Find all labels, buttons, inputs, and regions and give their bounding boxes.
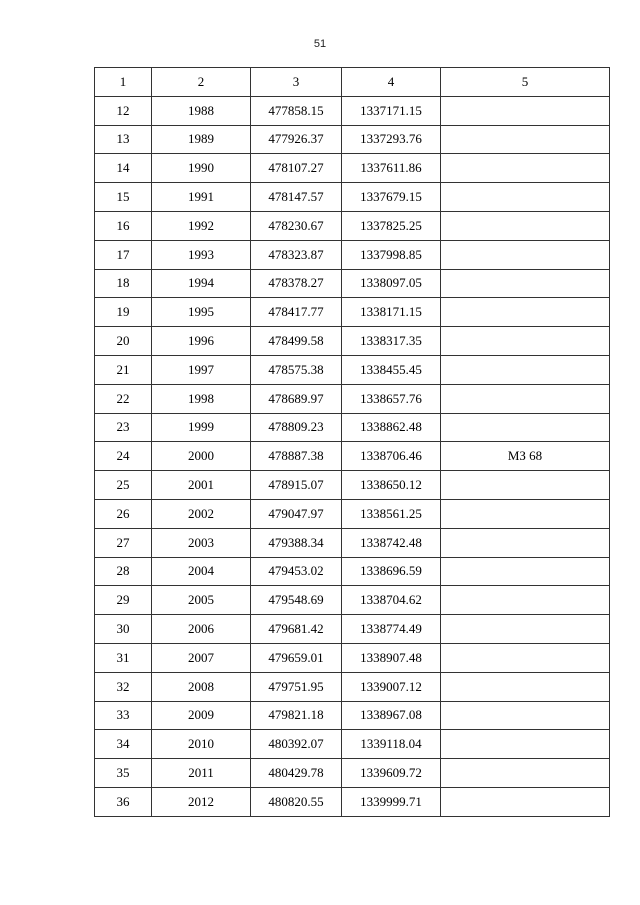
table-cell-col-1: 26 (95, 499, 152, 528)
table-cell-col-5 (441, 269, 610, 298)
table-cell-col-2: 2003 (152, 528, 251, 557)
table-cell-col-3: 480429.78 (251, 759, 342, 788)
table-cell-col-4: 1338561.25 (342, 499, 441, 528)
table-cell-col-4: 1337679.15 (342, 183, 441, 212)
table-cell-col-1: 22 (95, 384, 152, 413)
table-cell-col-5 (441, 615, 610, 644)
table-cell-col-5 (441, 701, 610, 730)
table-cell-col-2: 1991 (152, 183, 251, 212)
table-cell-col-4: 1339007.12 (342, 672, 441, 701)
table-row (95, 528, 610, 557)
table-cell-col-5 (441, 154, 610, 183)
table-cell-col-5 (441, 355, 610, 384)
table-cell-col-1: 15 (95, 183, 152, 212)
table-header (95, 68, 610, 97)
table-cell-col-5 (441, 643, 610, 672)
table-cell-col-3: 479047.97 (251, 499, 342, 528)
table-row (95, 327, 610, 356)
table-body (95, 96, 610, 816)
table-row (95, 183, 610, 212)
table-cell-col-5 (441, 211, 610, 240)
table-cell-col-4: 1338704.62 (342, 586, 441, 615)
table-cell-col-2: 2012 (152, 787, 251, 816)
table-row (95, 730, 610, 759)
table-row (95, 298, 610, 327)
table-cell-col-3: 478107.27 (251, 154, 342, 183)
table-cell-col-5 (441, 499, 610, 528)
table-cell-col-2: 2001 (152, 471, 251, 500)
table-cell-col-2: 1995 (152, 298, 251, 327)
table-row (95, 615, 610, 644)
table-cell-col-4: 1338657.76 (342, 384, 441, 413)
table-cell-col-2: 1994 (152, 269, 251, 298)
table-cell-col-5 (441, 327, 610, 356)
table-cell-col-4: 1338455.45 (342, 355, 441, 384)
data-table (94, 67, 610, 817)
table-cell-col-4: 1337293.76 (342, 125, 441, 154)
table-row (95, 269, 610, 298)
table-cell-col-3: 479548.69 (251, 586, 342, 615)
table-cell-col-3: 479681.42 (251, 615, 342, 644)
table-row (95, 557, 610, 586)
table-cell-col-3: 478230.67 (251, 211, 342, 240)
table-cell-col-5 (441, 557, 610, 586)
table-cell-col-1: 17 (95, 240, 152, 269)
table-cell-col-2: 2008 (152, 672, 251, 701)
table-cell-col-4: 1338171.15 (342, 298, 441, 327)
table-cell-col-5 (441, 730, 610, 759)
table-cell-col-2: 1998 (152, 384, 251, 413)
table-row (95, 154, 610, 183)
table-row (95, 240, 610, 269)
table-cell-col-2: 1999 (152, 413, 251, 442)
table-row (95, 672, 610, 701)
table-cell-col-1: 23 (95, 413, 152, 442)
table-cell-col-2: 1988 (152, 96, 251, 125)
table-cell-col-1: 21 (95, 355, 152, 384)
table-cell-col-1: 27 (95, 528, 152, 557)
table-cell-col-5 (441, 471, 610, 500)
table-cell-col-3: 479388.34 (251, 528, 342, 557)
table-row (95, 499, 610, 528)
table-cell-col-4: 1338862.48 (342, 413, 441, 442)
table-cell-col-2: 2009 (152, 701, 251, 730)
table-cell-col-3: 478887.38 (251, 442, 342, 471)
table-cell-col-4: 1338967.08 (342, 701, 441, 730)
table-cell-col-3: 478323.87 (251, 240, 342, 269)
table-cell-col-3: 478915.07 (251, 471, 342, 500)
table-cell-col-5 (441, 96, 610, 125)
table-cell-col-3: 478689.97 (251, 384, 342, 413)
table-cell-col-1: 24 (95, 442, 152, 471)
table-cell-col-3: 477858.15 (251, 96, 342, 125)
table-row (95, 787, 610, 816)
table-cell-col-1: 16 (95, 211, 152, 240)
table-cell-col-3: 480392.07 (251, 730, 342, 759)
table-cell-col-3: 477926.37 (251, 125, 342, 154)
table-cell-col-5 (441, 298, 610, 327)
table-cell-col-1: 33 (95, 701, 152, 730)
table-cell-col-1: 34 (95, 730, 152, 759)
table-row (95, 701, 610, 730)
table-row (95, 211, 610, 240)
table-cell-col-4: 1337171.15 (342, 96, 441, 125)
table-cell-col-3: 478499.58 (251, 327, 342, 356)
table-cell-col-4: 1338650.12 (342, 471, 441, 500)
table-cell-col-1: 12 (95, 96, 152, 125)
table-cell-col-4: 1337611.86 (342, 154, 441, 183)
table-row (95, 442, 610, 471)
table-cell-col-4: 1338097.05 (342, 269, 441, 298)
table-cell-col-2: 2011 (152, 759, 251, 788)
table-cell-col-3: 479659.01 (251, 643, 342, 672)
table-cell-col-2: 2006 (152, 615, 251, 644)
table-cell-col-4: 1338696.59 (342, 557, 441, 586)
table-cell-col-2: 2004 (152, 557, 251, 586)
table-row (95, 96, 610, 125)
table-cell-col-3: 479821.18 (251, 701, 342, 730)
table-cell-col-2: 2002 (152, 499, 251, 528)
table-cell-col-2: 1989 (152, 125, 251, 154)
table-cell-col-2: 1993 (152, 240, 251, 269)
table-row (95, 471, 610, 500)
table-cell-col-2: 1997 (152, 355, 251, 384)
table-row (95, 643, 610, 672)
table-cell-col-4: 1339999.71 (342, 787, 441, 816)
table-cell-col-5 (441, 528, 610, 557)
table-cell-col-4: 1338706.46 (342, 442, 441, 471)
table-cell-col-2: 2010 (152, 730, 251, 759)
header-row (95, 68, 610, 97)
table-cell-col-1: 29 (95, 586, 152, 615)
table-row (95, 413, 610, 442)
table-cell-col-4: 1338742.48 (342, 528, 441, 557)
table-cell-col-1: 13 (95, 125, 152, 154)
table-cell-col-1: 28 (95, 557, 152, 586)
table-row (95, 355, 610, 384)
table-cell-col-4: 1339118.04 (342, 730, 441, 759)
table-cell-col-1: 32 (95, 672, 152, 701)
table-cell-col-3: 478575.38 (251, 355, 342, 384)
table-row (95, 384, 610, 413)
table-row (95, 759, 610, 788)
table-cell-col-1: 30 (95, 615, 152, 644)
table-cell-col-5 (441, 183, 610, 212)
table-cell-col-5 (441, 586, 610, 615)
table-cell-col-4: 1337825.25 (342, 211, 441, 240)
table-cell-col-2: 2005 (152, 586, 251, 615)
header-cell-5: 5 (441, 68, 610, 97)
table-cell-col-3: 478147.57 (251, 183, 342, 212)
table-cell-col-5 (441, 384, 610, 413)
page-number: 51 (313, 38, 327, 50)
header-cell-3: 3 (251, 68, 342, 97)
table-cell-col-5 (441, 413, 610, 442)
header-cell-1: 1 (95, 68, 152, 97)
table-cell-col-5 (441, 240, 610, 269)
table-cell-col-3: 478378.27 (251, 269, 342, 298)
table-cell-col-1: 20 (95, 327, 152, 356)
table-cell-col-5 (441, 759, 610, 788)
table-cell-col-5 (441, 125, 610, 154)
header-cell-2: 2 (152, 68, 251, 97)
table-cell-col-1: 19 (95, 298, 152, 327)
table-cell-col-4: 1338907.48 (342, 643, 441, 672)
table-cell-col-5: МЗ 68 (441, 442, 610, 471)
table-cell-col-2: 2007 (152, 643, 251, 672)
table-cell-col-1: 14 (95, 154, 152, 183)
table-cell-col-4: 1338317.35 (342, 327, 441, 356)
table-cell-col-4: 1337998.85 (342, 240, 441, 269)
table-cell-col-3: 478417.77 (251, 298, 342, 327)
table-cell-col-1: 36 (95, 787, 152, 816)
table-row (95, 125, 610, 154)
table-cell-col-1: 18 (95, 269, 152, 298)
table-row (95, 586, 610, 615)
table-cell-col-5 (441, 787, 610, 816)
table-cell-col-3: 478809.23 (251, 413, 342, 442)
table-cell-col-2: 1990 (152, 154, 251, 183)
table-cell-col-2: 1996 (152, 327, 251, 356)
table-cell-col-5 (441, 672, 610, 701)
table-cell-col-1: 35 (95, 759, 152, 788)
table-cell-col-4: 1339609.72 (342, 759, 441, 788)
table-cell-col-2: 1992 (152, 211, 251, 240)
table-cell-col-1: 31 (95, 643, 152, 672)
header-cell-4: 4 (342, 68, 441, 97)
table-cell-col-4: 1338774.49 (342, 615, 441, 644)
table-cell-col-3: 479453.02 (251, 557, 342, 586)
table-cell-col-1: 25 (95, 471, 152, 500)
table-cell-col-2: 2000 (152, 442, 251, 471)
table-cell-col-3: 480820.55 (251, 787, 342, 816)
table-cell-col-3: 479751.95 (251, 672, 342, 701)
